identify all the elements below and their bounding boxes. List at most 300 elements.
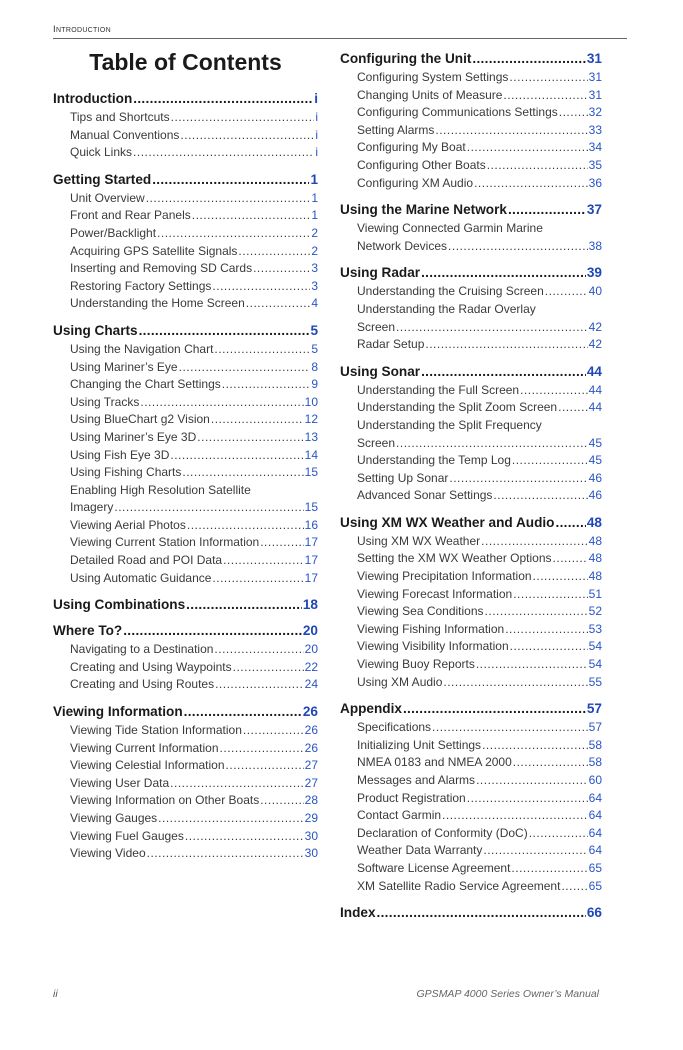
toc-entry-text: Viewing Fishing Information bbox=[357, 621, 505, 636]
dot-leader bbox=[114, 499, 303, 517]
toc-entry-link[interactable] bbox=[340, 754, 602, 772]
toc-entry-page-number[interactable]: i bbox=[315, 127, 318, 142]
dot-leader bbox=[545, 283, 588, 301]
toc-entry-link[interactable] bbox=[53, 260, 318, 278]
section-page-number[interactable]: 39 bbox=[586, 265, 602, 281]
toc-entry-text: Screen bbox=[357, 435, 396, 450]
dot-leader bbox=[133, 90, 313, 107]
section-page-number[interactable]: 31 bbox=[586, 51, 602, 66]
section-heading-link[interactable] bbox=[53, 596, 318, 613]
toc-column-left bbox=[53, 50, 318, 872]
toc-entry-page-number[interactable]: 58 bbox=[588, 737, 602, 752]
toc-entry-text: Configuring Other Boats bbox=[357, 157, 486, 172]
dot-leader bbox=[246, 295, 311, 313]
toc-entry-link[interactable] bbox=[53, 109, 318, 127]
toc-entry-link[interactable] bbox=[340, 638, 602, 656]
dot-leader bbox=[508, 201, 586, 218]
toc-entry-page-number[interactable]: 27 bbox=[304, 758, 318, 773]
toc-entry-page-number[interactable]: 1 bbox=[311, 190, 318, 205]
toc-entry-text: Configuring System Settings bbox=[357, 70, 509, 84]
toc-entry-page-number[interactable]: 27 bbox=[304, 775, 318, 790]
dot-leader bbox=[233, 659, 304, 677]
toc-entry-page-number[interactable]: 53 bbox=[588, 621, 602, 636]
header-rule bbox=[53, 38, 627, 39]
toc-entry-link[interactable] bbox=[53, 676, 318, 694]
toc-entry-link[interactable] bbox=[340, 719, 602, 737]
dot-leader bbox=[396, 319, 588, 337]
toc-entry-link[interactable] bbox=[53, 499, 318, 517]
toc-entry-text: Viewing Aerial Photos bbox=[70, 517, 186, 532]
toc-entry-link[interactable] bbox=[53, 740, 318, 758]
dot-leader bbox=[123, 622, 302, 639]
toc-section bbox=[340, 904, 602, 921]
toc-entry-text: Understanding the Full Screen bbox=[357, 382, 520, 397]
toc-entry-link[interactable] bbox=[340, 860, 602, 878]
toc-entry-link[interactable] bbox=[340, 399, 602, 417]
toc-section bbox=[53, 596, 318, 613]
section-title: Using Combinations bbox=[53, 597, 186, 613]
section-page-number[interactable]: i bbox=[314, 91, 318, 106]
dot-leader bbox=[467, 139, 588, 157]
toc-entry-page-number[interactable]: 26 bbox=[304, 740, 318, 755]
toc-entry-link[interactable] bbox=[53, 411, 318, 429]
dot-leader bbox=[211, 411, 304, 429]
toc-entry-text: Understanding the Cruising Screen bbox=[357, 284, 544, 299]
toc-entry-link[interactable] bbox=[53, 243, 318, 261]
toc-entry-page-number[interactable]: 10 bbox=[304, 394, 318, 409]
toc-entry-link[interactable] bbox=[53, 552, 318, 570]
dot-leader bbox=[474, 175, 588, 193]
toc-entry-page-number[interactable]: i bbox=[315, 110, 318, 124]
toc-entry-text: Configuring XM Audio bbox=[357, 175, 474, 190]
dot-leader bbox=[185, 828, 304, 846]
toc-entry-text: Viewing Information on Other Boats bbox=[70, 793, 260, 808]
toc-entry-link[interactable] bbox=[340, 568, 602, 586]
dot-leader bbox=[421, 264, 586, 281]
section-page-number[interactable]: 20 bbox=[302, 623, 318, 639]
section-title: Where To? bbox=[53, 623, 123, 639]
toc-entry-link[interactable] bbox=[53, 641, 318, 659]
toc-entry-link[interactable] bbox=[340, 603, 602, 621]
toc-entry-link[interactable] bbox=[340, 122, 602, 140]
toc-entry-link[interactable] bbox=[53, 845, 318, 863]
toc-entry-page-number[interactable]: 3 bbox=[311, 261, 318, 276]
toc-entry-page-number[interactable]: 35 bbox=[588, 157, 602, 172]
dot-leader bbox=[449, 470, 587, 488]
dot-leader bbox=[512, 452, 588, 470]
toc-entry-text: Viewing Current Station Information bbox=[70, 535, 260, 550]
toc-entry-link[interactable] bbox=[340, 452, 602, 470]
toc-entry-link[interactable] bbox=[53, 144, 318, 162]
toc-entry-page-number[interactable]: 22 bbox=[304, 659, 318, 674]
toc-entry-link[interactable] bbox=[340, 674, 602, 692]
toc-entry-text: Advanced Sonar Settings bbox=[357, 488, 493, 503]
toc-entry-link[interactable] bbox=[340, 586, 602, 604]
dot-leader bbox=[558, 399, 588, 417]
toc-entry-page-number[interactable]: 55 bbox=[588, 674, 602, 689]
toc-entry-page-number[interactable]: 40 bbox=[588, 284, 602, 299]
toc-entry-link[interactable] bbox=[53, 517, 318, 535]
section-heading-link[interactable] bbox=[53, 171, 318, 188]
toc-entry-page-number[interactable]: 42 bbox=[588, 319, 602, 334]
dot-leader bbox=[170, 447, 303, 465]
dot-leader bbox=[179, 359, 311, 377]
toc-entry-text: Viewing Fuel Gauges bbox=[70, 828, 184, 843]
dot-leader bbox=[152, 171, 309, 188]
toc-entry-text: Weather Data Warranty bbox=[357, 843, 483, 858]
toc-entry-text: Front and Rear Panels bbox=[70, 208, 191, 223]
toc-entry-text: Viewing Precipitation Information bbox=[357, 569, 532, 584]
dot-leader bbox=[533, 568, 588, 586]
toc-entry-link[interactable] bbox=[340, 382, 602, 400]
toc-entry-page-number[interactable]: 52 bbox=[588, 604, 602, 619]
toc-entry-text: Quick Links bbox=[70, 145, 133, 160]
toc-entry-page-number[interactable]: 54 bbox=[588, 639, 602, 654]
toc-entry-page-number[interactable]: 8 bbox=[311, 359, 318, 374]
toc-entry-link[interactable] bbox=[53, 775, 318, 793]
toc-entry-link[interactable] bbox=[340, 319, 602, 337]
toc-section bbox=[340, 50, 602, 192]
toc-entry-text: Changing Units of Measure bbox=[357, 87, 503, 102]
toc-entry-text: Radar Setup bbox=[357, 337, 425, 352]
dot-leader bbox=[513, 754, 588, 772]
toc-entry-page-number[interactable]: 20 bbox=[304, 642, 318, 657]
toc-entry-text: Using Automatic Guidance bbox=[70, 570, 212, 585]
toc-entry-link[interactable] bbox=[340, 790, 602, 808]
toc-entry-link[interactable] bbox=[340, 842, 602, 860]
toc-entry-link[interactable] bbox=[340, 69, 602, 87]
toc-entry-page-number[interactable]: 4 bbox=[311, 296, 318, 311]
toc-entry-link[interactable] bbox=[340, 487, 602, 505]
section-heading-link[interactable] bbox=[340, 514, 602, 531]
toc-entry-page-number[interactable]: 48 bbox=[588, 533, 602, 548]
section-page-number[interactable]: 5 bbox=[310, 322, 318, 338]
dot-leader bbox=[158, 810, 303, 828]
toc-entry-page-number[interactable]: 2 bbox=[311, 243, 318, 258]
section-heading-link[interactable] bbox=[340, 201, 602, 218]
section-title: Index bbox=[340, 905, 376, 921]
toc-entry-link[interactable] bbox=[340, 104, 602, 122]
toc-entry-text: Creating and Using Waypoints bbox=[70, 659, 232, 674]
section-title: Using Charts bbox=[53, 322, 138, 338]
toc-entry-link[interactable] bbox=[340, 336, 602, 354]
toc-entry-page-number[interactable]: 28 bbox=[304, 793, 318, 808]
toc-entry-text: Declaration of Conformity (DoC) bbox=[357, 825, 528, 840]
section-heading-link[interactable] bbox=[340, 363, 602, 380]
toc-entry-page-number[interactable]: 65 bbox=[588, 878, 602, 893]
toc-entry-link[interactable] bbox=[340, 157, 602, 175]
toc-entry-link[interactable] bbox=[340, 737, 602, 755]
dot-leader bbox=[485, 603, 588, 621]
toc-entry-text: Navigating to a Destination bbox=[70, 642, 214, 657]
dot-leader bbox=[561, 878, 587, 896]
toc-entry-page-number[interactable]: 54 bbox=[588, 657, 602, 672]
section-heading-link[interactable] bbox=[340, 264, 602, 281]
toc-entry-text: Viewing Video bbox=[70, 846, 146, 861]
dot-leader bbox=[214, 341, 310, 359]
toc-entry-page-number[interactable]: 48 bbox=[588, 569, 602, 584]
toc-entry-page-number[interactable]: 16 bbox=[304, 517, 318, 532]
dot-leader bbox=[425, 336, 587, 354]
running-header: Introduction bbox=[53, 24, 111, 35]
toc-entry-link[interactable] bbox=[53, 127, 318, 145]
toc-entry-page-number[interactable]: 38 bbox=[588, 238, 602, 253]
toc-entry-text: Restoring Factory Settings bbox=[70, 278, 212, 293]
dot-leader bbox=[223, 552, 304, 570]
toc-entry-text: Viewing Forecast Information bbox=[357, 586, 513, 601]
dot-leader bbox=[139, 322, 310, 339]
dot-leader bbox=[197, 429, 303, 447]
dot-leader bbox=[503, 87, 587, 105]
toc-entry-page-number[interactable]: 32 bbox=[588, 105, 602, 120]
dot-leader bbox=[377, 904, 586, 921]
toc-entry-text-line: Understanding the Split Frequency bbox=[357, 417, 542, 432]
toc-entry-text: Manual Conventions bbox=[70, 127, 180, 142]
toc-column-right bbox=[340, 50, 602, 930]
toc-entry-text: Setting the XM WX Weather Options bbox=[357, 551, 552, 566]
dot-leader bbox=[476, 772, 588, 790]
section-heading-link[interactable] bbox=[340, 904, 602, 921]
toc-entry-link[interactable] bbox=[340, 470, 602, 488]
toc-entry-link[interactable] bbox=[53, 207, 318, 225]
toc-entry-text: XM Satellite Radio Service Agreement bbox=[357, 878, 561, 893]
toc-entry-page-number[interactable]: 46 bbox=[588, 488, 602, 503]
toc-entry-text: Unit Overview bbox=[70, 190, 145, 205]
toc-section bbox=[53, 171, 318, 313]
toc-entry-link[interactable] bbox=[53, 394, 318, 412]
dot-leader bbox=[220, 740, 304, 758]
toc-entry-text: Viewing Visibility Information bbox=[357, 639, 509, 654]
toc-entry-page-number[interactable]: 30 bbox=[304, 828, 318, 843]
section-page-number[interactable]: 1 bbox=[310, 171, 318, 187]
toc-entry-page-number[interactable]: 29 bbox=[304, 811, 318, 825]
toc-entry-page-number[interactable]: 36 bbox=[588, 175, 602, 190]
toc-entry-page-number[interactable]: 1 bbox=[311, 208, 318, 223]
toc-entry-page-number[interactable]: 64 bbox=[588, 825, 602, 840]
toc-entry-text: Understanding the Home Screen bbox=[70, 296, 245, 311]
toc-entry-page-number[interactable]: 15 bbox=[304, 500, 318, 515]
dot-leader bbox=[146, 190, 311, 208]
toc-entry-link[interactable] bbox=[53, 225, 318, 243]
toc-entry-link[interactable] bbox=[53, 359, 318, 377]
dot-leader bbox=[180, 127, 314, 145]
toc-entry-page-number[interactable]: 26 bbox=[304, 723, 318, 738]
toc-entry-link[interactable] bbox=[340, 878, 602, 896]
toc-entry-link[interactable] bbox=[53, 757, 318, 775]
toc-entry-page-number[interactable]: 12 bbox=[304, 412, 318, 427]
section-heading-link[interactable] bbox=[340, 50, 602, 67]
toc-entry-link[interactable] bbox=[340, 807, 602, 825]
toc-entry-page-number[interactable]: 42 bbox=[588, 337, 602, 352]
dot-leader bbox=[559, 104, 588, 122]
toc-entry-text-line: Understanding the Radar Overlay bbox=[357, 301, 536, 316]
toc-entry-link[interactable] bbox=[340, 825, 602, 843]
dot-leader bbox=[481, 533, 587, 551]
toc-entry-text-line: Viewing Connected Garmin Marine bbox=[357, 221, 543, 236]
toc-entry-text: Viewing Current Information bbox=[70, 740, 219, 755]
toc-entry-page-number[interactable]: 45 bbox=[588, 453, 602, 468]
toc-entry-page-number[interactable]: 46 bbox=[588, 470, 602, 485]
dot-leader bbox=[170, 775, 303, 793]
section-heading-link[interactable] bbox=[53, 322, 318, 339]
toc-entry-page-number[interactable]: 14 bbox=[304, 447, 318, 462]
dot-leader bbox=[493, 487, 587, 505]
toc-entry-text: Using XM WX Weather bbox=[357, 533, 481, 548]
section-page-number[interactable]: 18 bbox=[302, 597, 318, 613]
toc-entry-link[interactable] bbox=[340, 139, 602, 157]
dot-leader bbox=[403, 700, 586, 717]
dot-leader bbox=[476, 656, 588, 674]
toc-entry-link[interactable] bbox=[53, 659, 318, 677]
toc-entry-page-number[interactable]: 17 bbox=[304, 553, 318, 568]
toc-entry-link[interactable] bbox=[340, 772, 602, 790]
dot-leader bbox=[214, 641, 303, 659]
section-page-number[interactable]: 66 bbox=[586, 905, 602, 921]
dot-leader bbox=[396, 435, 588, 453]
toc-entry-link[interactable] bbox=[340, 283, 602, 301]
toc-entry-text: Setting Up Sonar bbox=[357, 470, 449, 485]
toc-entry-page-number[interactable]: 33 bbox=[588, 122, 602, 137]
toc-entry-text: Messages and Alarms bbox=[357, 773, 476, 787]
dot-leader bbox=[556, 514, 586, 531]
toc-entry-link[interactable] bbox=[53, 828, 318, 846]
toc-section bbox=[340, 264, 602, 353]
section-page-number[interactable]: 57 bbox=[586, 701, 602, 717]
toc-entry-page-number[interactable]: 48 bbox=[588, 551, 602, 566]
toc-entry-text: Contact Garmin bbox=[357, 808, 442, 823]
toc-entry-text: Using Mariner’s Eye bbox=[70, 359, 178, 374]
toc-entry-page-number[interactable]: 44 bbox=[588, 400, 602, 415]
toc-entry-page-number[interactable]: 64 bbox=[588, 843, 602, 858]
toc-entry-link[interactable] bbox=[53, 464, 318, 482]
toc-entry-link[interactable] bbox=[53, 570, 318, 588]
toc-entry-page-number[interactable]: 60 bbox=[588, 773, 602, 787]
toc-entry-page-number[interactable]: 34 bbox=[588, 140, 602, 155]
toc-entry-link[interactable] bbox=[340, 656, 602, 674]
toc-entry-link[interactable] bbox=[53, 447, 318, 465]
toc-entry-link[interactable] bbox=[53, 534, 318, 552]
section-page-number[interactable]: 44 bbox=[586, 363, 602, 379]
toc-entry-text: Setting Alarms bbox=[357, 122, 435, 137]
toc-entry-page-number[interactable]: 2 bbox=[311, 225, 318, 240]
toc-entry-page-number[interactable]: 57 bbox=[588, 720, 602, 735]
toc-section bbox=[53, 703, 318, 863]
toc-entry-link[interactable] bbox=[340, 621, 602, 639]
toc-entry-page-number[interactable]: 17 bbox=[304, 535, 318, 550]
toc-entry-page-number[interactable]: 45 bbox=[588, 435, 602, 450]
dot-leader bbox=[511, 860, 587, 878]
toc-entry-link[interactable] bbox=[340, 87, 602, 105]
toc-entry-page-number[interactable]: 31 bbox=[588, 70, 602, 84]
section-heading-link[interactable] bbox=[53, 703, 318, 720]
page-title: Table of Contents bbox=[89, 49, 282, 75]
section-page-number[interactable]: 26 bbox=[302, 704, 318, 720]
toc-entry-page-number[interactable]: 31 bbox=[588, 87, 602, 102]
toc-entry-text: Using Tracks bbox=[70, 394, 140, 409]
toc-entry-text: Viewing Buoy Reports bbox=[357, 657, 475, 672]
toc-entry-page-number[interactable]: 3 bbox=[311, 278, 318, 293]
toc-entry-text: Configuring My Boat bbox=[357, 140, 466, 155]
toc-entry-page-number[interactable]: 44 bbox=[588, 382, 602, 397]
toc-entry-text-line: Enabling High Resolution Satellite bbox=[70, 482, 251, 497]
toc-entry-text: Acquiring GPS Satellite Signals bbox=[70, 243, 238, 258]
toc-entry-page-number[interactable]: 5 bbox=[311, 341, 318, 356]
section-heading-link[interactable] bbox=[53, 90, 318, 107]
dot-leader bbox=[215, 676, 304, 694]
section-title: Appendix bbox=[340, 701, 402, 717]
toc-entry-page-number[interactable]: 64 bbox=[588, 790, 602, 805]
dot-leader bbox=[222, 376, 311, 394]
section-title: Using Radar bbox=[340, 265, 421, 281]
toc-entry-link[interactable] bbox=[340, 435, 602, 453]
toc-entry-page-number[interactable]: 13 bbox=[304, 429, 318, 444]
dot-leader bbox=[243, 722, 304, 740]
toc-entry-link[interactable] bbox=[53, 278, 318, 296]
toc-entry-page-number[interactable]: 58 bbox=[588, 755, 602, 770]
toc-entry-text: Imagery bbox=[70, 500, 114, 515]
section-page-number[interactable]: 48 bbox=[586, 514, 602, 530]
toc-entry-page-number[interactable]: 17 bbox=[304, 570, 318, 585]
dot-leader bbox=[483, 842, 587, 860]
dot-leader bbox=[529, 825, 588, 843]
toc-entry-link[interactable] bbox=[53, 190, 318, 208]
toc-entry-page-number[interactable]: 9 bbox=[311, 377, 318, 392]
toc-entry-page-number[interactable]: 65 bbox=[588, 860, 602, 875]
toc-entry-text: Using Mariner’s Eye 3D bbox=[70, 429, 197, 444]
toc-entry-text: Inserting and Removing SD Cards bbox=[70, 261, 253, 276]
toc-entry-text: Creating and Using Routes bbox=[70, 677, 215, 692]
dot-leader bbox=[212, 570, 303, 588]
toc-entry-text: Viewing Gauges bbox=[70, 811, 158, 825]
section-title: Viewing Information bbox=[53, 704, 183, 720]
toc-entry-page-number[interactable]: i bbox=[315, 145, 318, 160]
dot-leader bbox=[147, 845, 304, 863]
toc-entry-text: Viewing User Data bbox=[70, 775, 170, 790]
toc-entry-link[interactable] bbox=[53, 295, 318, 313]
toc-entry-link[interactable] bbox=[340, 238, 602, 256]
dot-leader bbox=[435, 122, 587, 140]
dot-leader bbox=[182, 464, 303, 482]
toc-entry-link[interactable] bbox=[53, 429, 318, 447]
dot-leader bbox=[253, 260, 310, 278]
toc-entry-link[interactable] bbox=[340, 175, 602, 193]
dot-leader bbox=[448, 238, 588, 256]
toc-entry-link[interactable] bbox=[53, 341, 318, 359]
dot-leader bbox=[442, 807, 588, 825]
toc-entry-link[interactable] bbox=[340, 533, 602, 551]
toc-section bbox=[340, 700, 602, 895]
toc-entry-page-number[interactable]: 15 bbox=[304, 465, 318, 480]
toc-entry-page-number[interactable]: 64 bbox=[588, 808, 602, 823]
section-heading-link[interactable] bbox=[53, 622, 318, 639]
toc-entry-page-number[interactable]: 51 bbox=[588, 586, 602, 601]
toc-section bbox=[340, 514, 602, 691]
dot-leader bbox=[184, 703, 302, 720]
section-title: Using XM WX Weather and Audio bbox=[340, 514, 555, 530]
toc-entry-page-number[interactable]: 24 bbox=[304, 677, 318, 692]
toc-entry-link[interactable] bbox=[53, 810, 318, 828]
toc-entry-page-number[interactable]: 30 bbox=[304, 846, 318, 861]
toc-entry-link[interactable] bbox=[53, 722, 318, 740]
dot-leader bbox=[140, 394, 303, 412]
dot-leader bbox=[509, 69, 587, 87]
section-heading-link[interactable] bbox=[340, 700, 602, 717]
toc-entry-link[interactable] bbox=[340, 550, 602, 568]
dot-leader bbox=[157, 225, 310, 243]
toc-entry-link[interactable] bbox=[53, 792, 318, 810]
section-page-number[interactable]: 37 bbox=[586, 202, 602, 218]
toc-entry-link[interactable] bbox=[53, 376, 318, 394]
